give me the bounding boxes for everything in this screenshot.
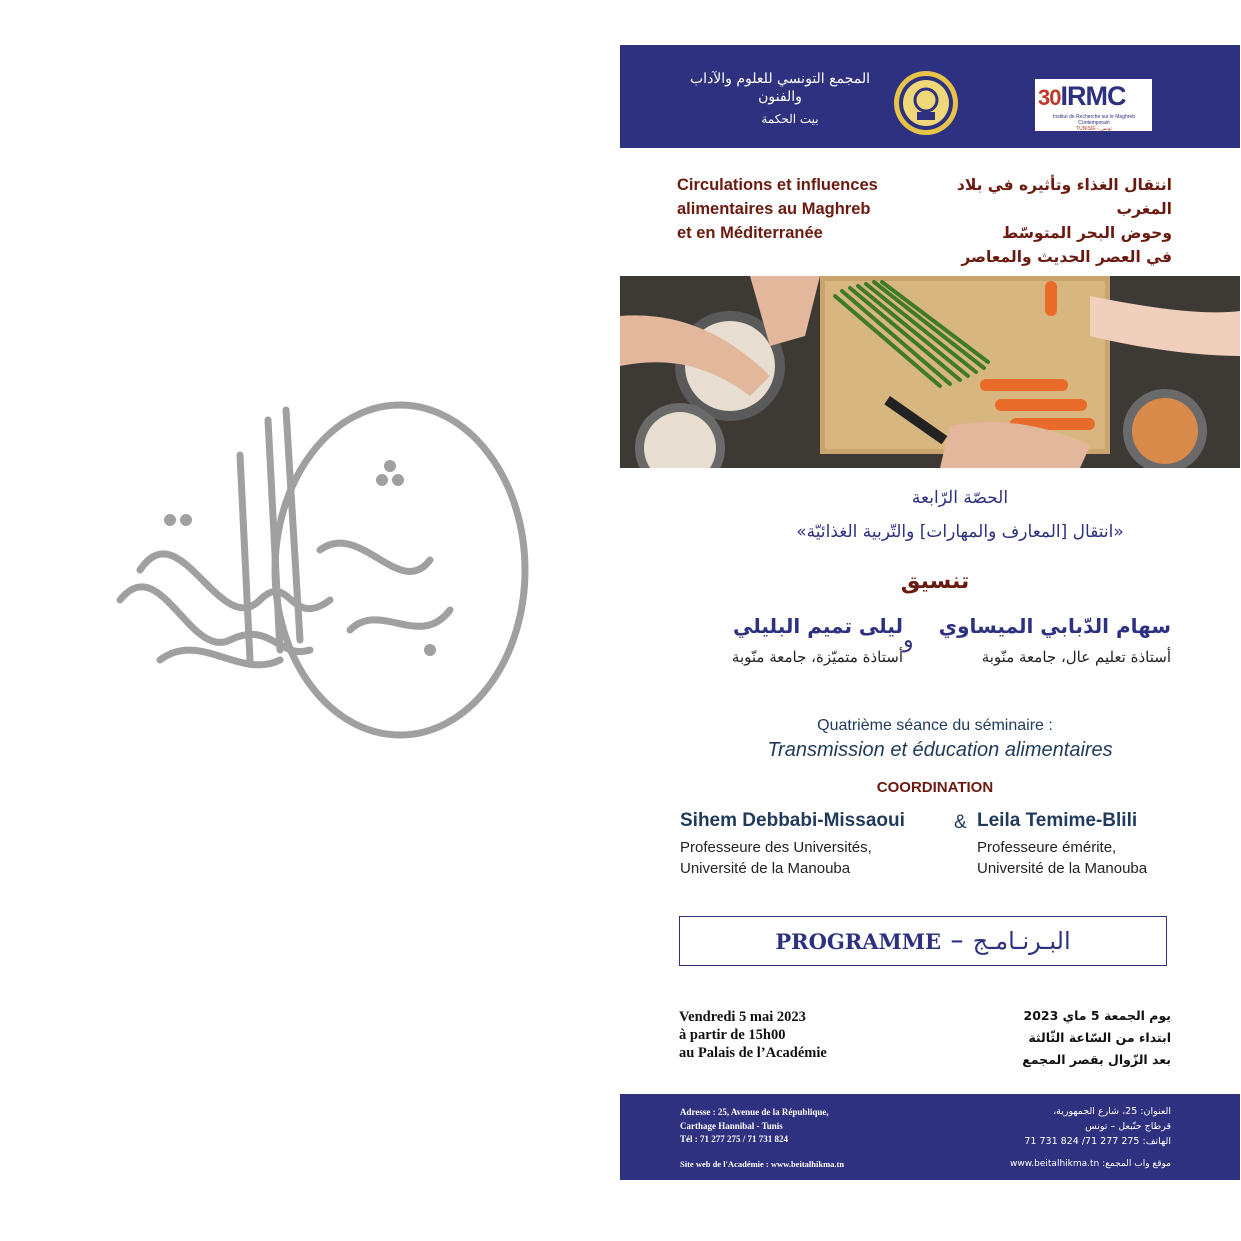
programme-box <box>679 916 1167 966</box>
programme-dash: – <box>951 929 963 952</box>
coordinator-name-ar: ليلى تميم البليلي <box>732 614 903 638</box>
coordinator-name-fr: Sihem Debbabi-Missaoui <box>680 810 905 831</box>
address-fr-line: Carthage Hannibal - Tunis <box>680 1120 783 1131</box>
coordinator-role-line: Professeure émérite, <box>977 839 1117 856</box>
address-ar-line: العنوان: 25، شارع الجمهورية، <box>1053 1106 1171 1117</box>
session-theme-ar: «انتقال [المعارف والمهارات] والتّربية الغذائيّة» <box>796 522 1124 542</box>
ampersand-fr: & <box>954 812 967 833</box>
coordinator-name-fr: Leila Temime-Blili <box>977 810 1138 831</box>
title-fr <box>677 173 917 245</box>
date-ar <box>1022 1005 1171 1071</box>
coordination-label-ar: تنسيق <box>900 569 970 594</box>
address-ar-line: قرطاج حنّبعل – تونس <box>1085 1121 1171 1132</box>
academy-name: المجمع التونسي للعلوم والآداب والفنون <box>690 71 870 105</box>
irmc-subtitle-line: Institut de Recherche sur le Maghreb Contemporain <box>1053 114 1135 126</box>
date-fr-line: au Palais de l’Académie <box>679 1045 827 1061</box>
coordinator-role-fr <box>680 837 872 879</box>
title-ar-line: وحوض البحر المتوسّط <box>1002 224 1172 242</box>
irmc-anniversary: 30 <box>1038 85 1061 110</box>
date-ar-line: يوم الجمعة 5 ماي 2023 <box>1023 1008 1171 1023</box>
academy-short-name: بيت الحكمة <box>761 112 819 126</box>
title-fr-line: alimentaires au Maghreb <box>677 200 871 218</box>
irmc-country: TUNISIE - تونس <box>1076 126 1112 132</box>
academy-seal-icon <box>893 70 959 136</box>
address-fr <box>680 1106 829 1147</box>
coordinator-role-fr <box>977 837 1147 879</box>
bayt-al-hikma-calligraphy-icon <box>100 400 540 740</box>
session-label-fr: Quatrième séance du séminaire : <box>817 717 1053 734</box>
address-fr-line: Tél : 71 277 275 / 71 731 824 <box>680 1134 788 1144</box>
date-fr-line: à partir de 15h00 <box>679 1027 786 1043</box>
session-theme-fr: Transmission et éducation alimentaires <box>767 739 1113 761</box>
irmc-logo <box>1038 81 1125 112</box>
title-ar-line: في العصر الحديث والمعاصر <box>961 248 1172 266</box>
date-fr-line: Vendredi 5 mai 2023 <box>679 1009 806 1025</box>
coordinator-role-ar: أستاذة متميّزة، جامعة منّوبة <box>731 648 903 666</box>
website-ar: موقع واب المجمع: www.beitalhikma.tn <box>1010 1159 1171 1169</box>
coordinator-role-ar: أستاذة تعليم عال، جامعة منّوبة <box>981 648 1171 666</box>
programme-label-fr: PROGRAMME <box>775 928 942 954</box>
programme-label-ar: البـرنـامـج <box>972 927 1071 955</box>
session-label-ar: الحصّة الرّابعة <box>911 488 1009 508</box>
address-ar <box>1024 1104 1171 1149</box>
coordinator-name-ar: سهام الدّبابي الميساوي <box>938 614 1171 638</box>
title-ar <box>920 173 1172 269</box>
irmc-logo-text: IRMC <box>1060 81 1126 111</box>
coordinator-role-line: Université de la Manouba <box>680 860 851 877</box>
coordination-label-fr: COORDINATION <box>876 779 994 796</box>
coordinator-role-line: Professeure des Universités, <box>680 839 872 856</box>
title-fr-line: et en Méditerranée <box>677 224 823 242</box>
coordinator-role-line: Université de la Manouba <box>977 860 1148 877</box>
date-fr <box>679 1008 827 1062</box>
cooking-hands-photo <box>620 276 1240 468</box>
date-ar-line: بعد الزّوال بقصر المجمع <box>1022 1052 1171 1067</box>
address-fr-line: Adresse : 25, Avenue de la République, <box>680 1107 829 1117</box>
title-ar-line: انتقال الغذاء وتأثيره في بلاد المغرب <box>956 176 1172 218</box>
irmc-subtitle <box>1038 114 1150 132</box>
date-ar-line: ابتداء من السّاعة الثّالثة <box>1028 1030 1171 1045</box>
address-ar-line: الهاتف: 275 277 71/ 824 731 71 <box>1024 1136 1171 1147</box>
ampersand-ar: و <box>903 628 914 653</box>
website-fr: Site web de l'Académie : www.beitalhikma.tn <box>680 1159 845 1169</box>
title-fr-line: Circulations et influences <box>677 176 878 194</box>
